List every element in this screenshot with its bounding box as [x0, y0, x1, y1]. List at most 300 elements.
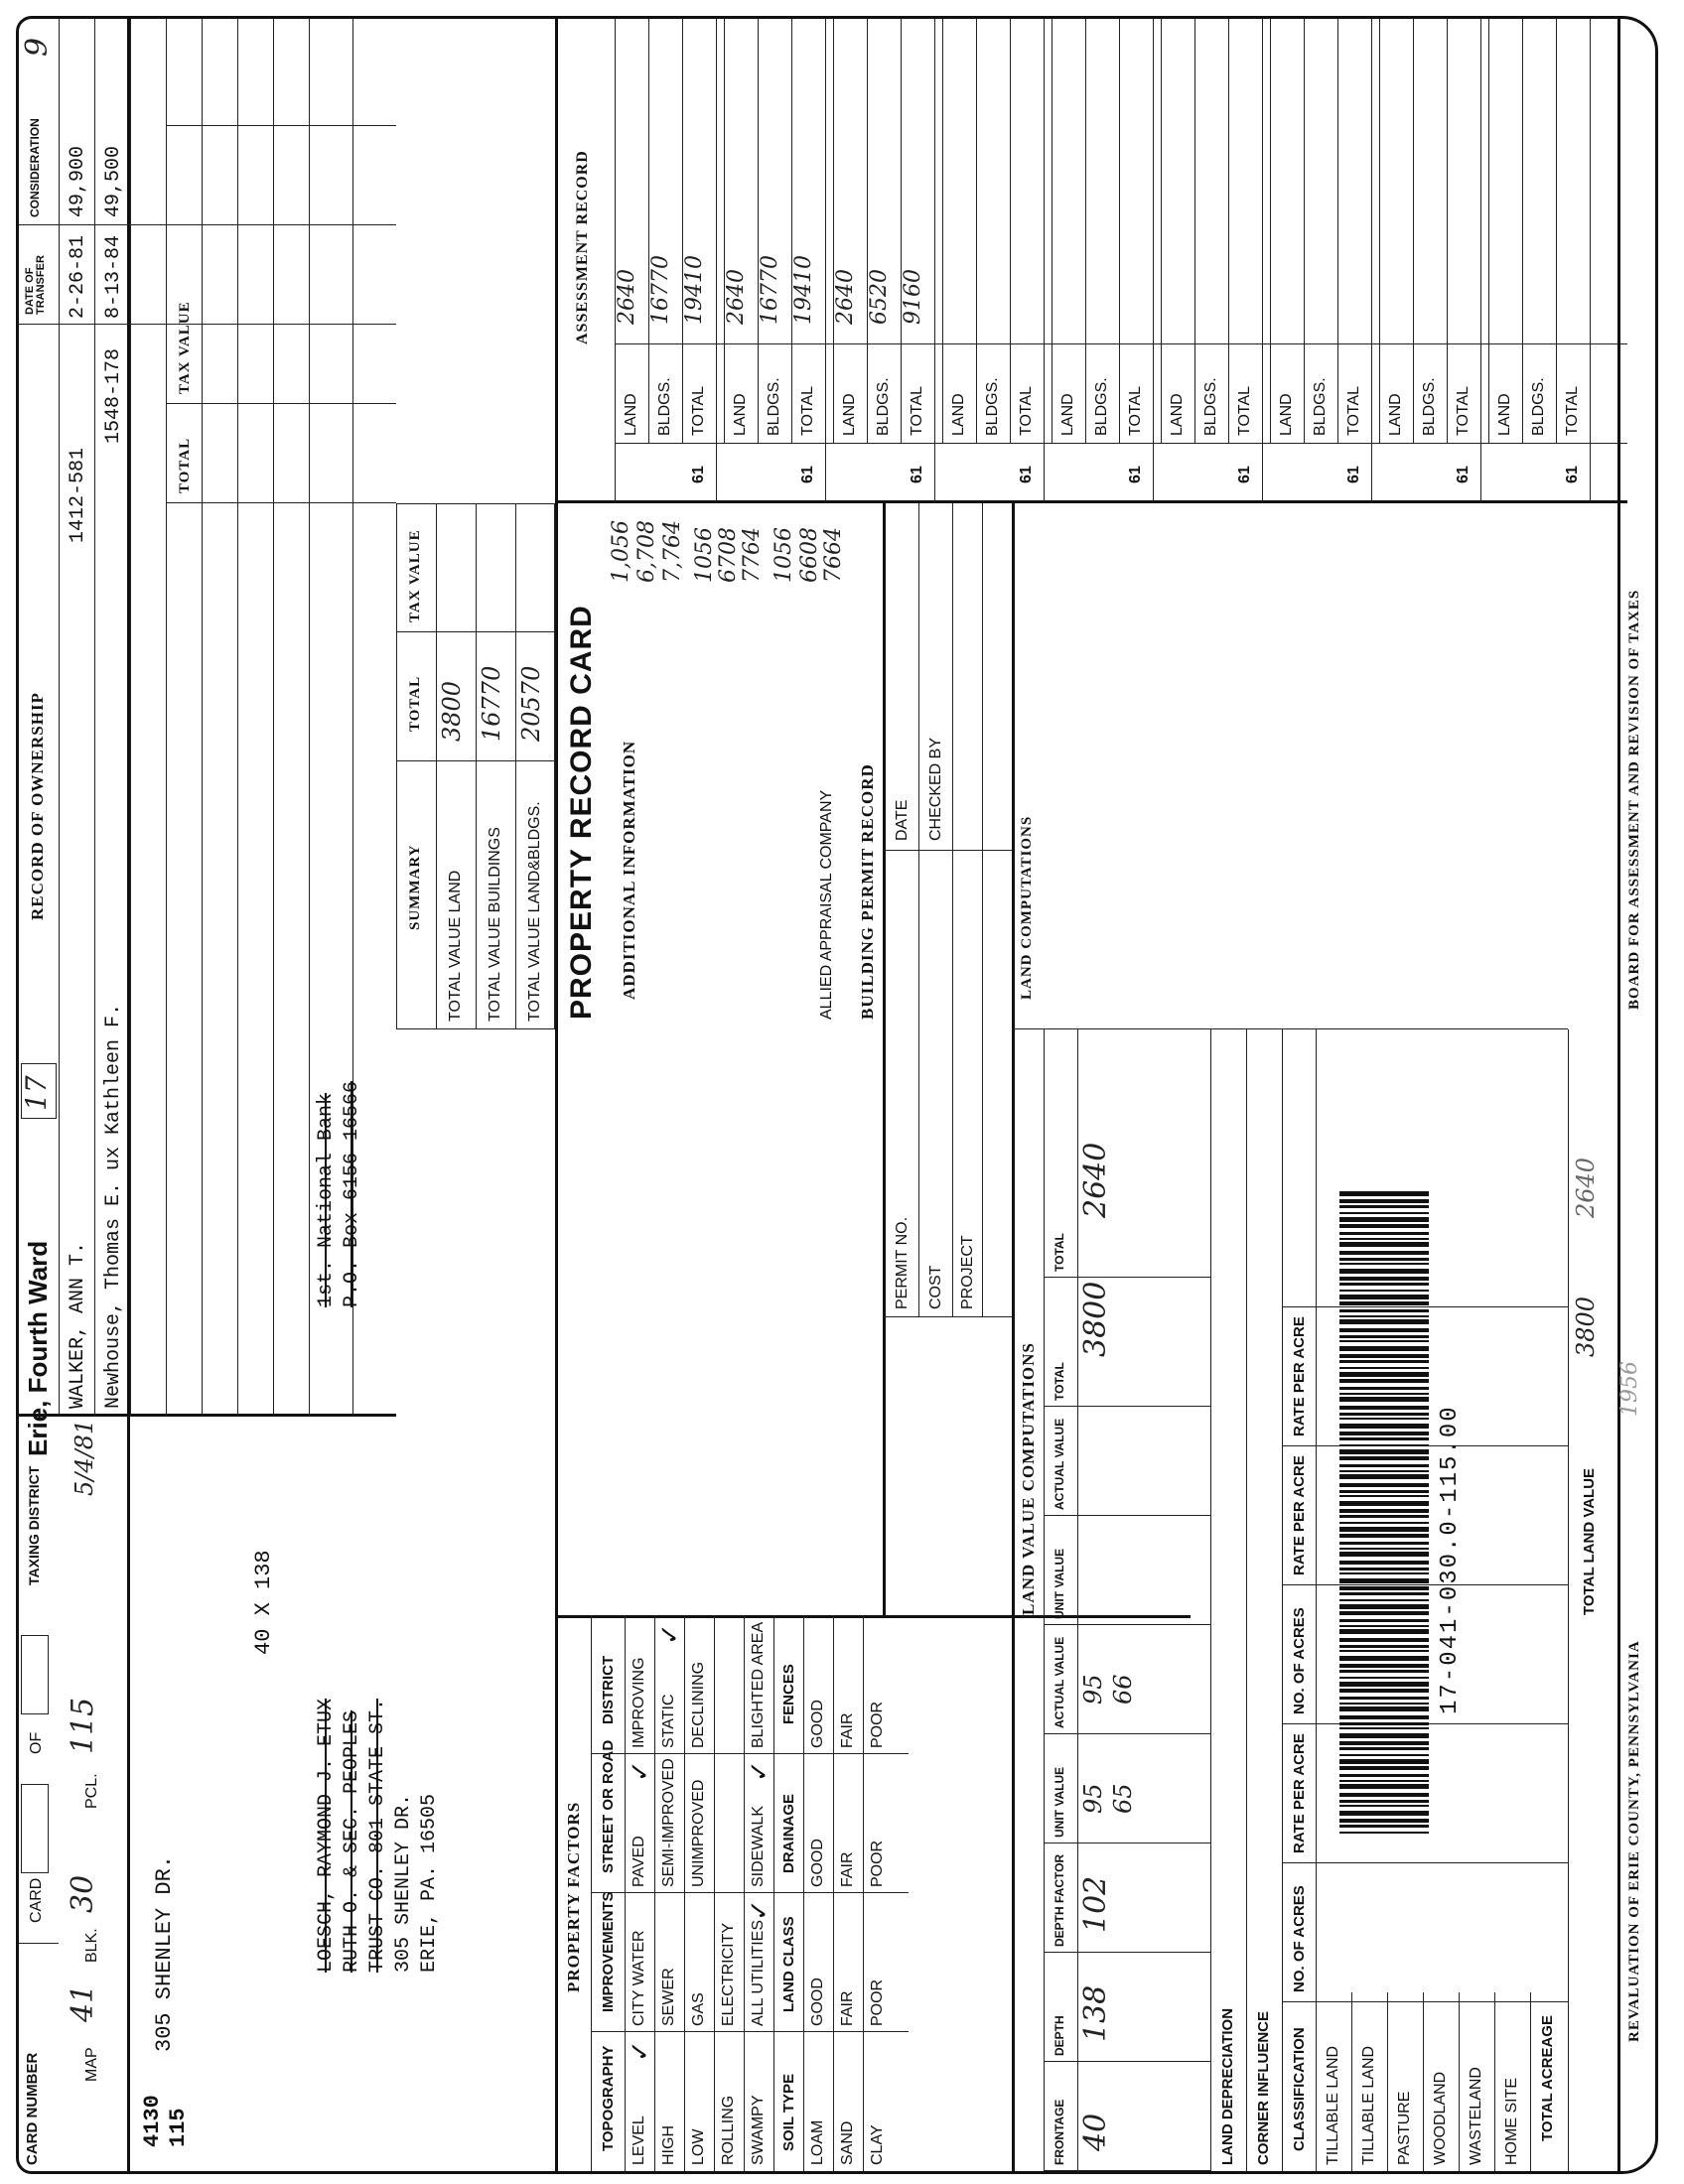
rotated-card-content: [19, 19, 1655, 2171]
lv-actual-value: 95: [1079, 1674, 1107, 1705]
classification-row: TILLABLE LAND: [1325, 2045, 1341, 2165]
check-mark: ✓: [654, 1623, 684, 1645]
land-value-column-header: DEPTH: [1052, 2015, 1066, 2056]
assessment-year: 61: [1564, 466, 1581, 483]
barcode-bar: [1339, 1638, 1429, 1642]
additional-value-5: 6708: [716, 527, 741, 583]
improvements-option[interactable]: CITY WATER: [631, 1930, 647, 2026]
assessment-row-label: BLDGS.: [875, 377, 892, 436]
lv-depth-factor: 102: [1078, 1875, 1113, 1933]
soil-header: SOIL TYPE: [780, 2073, 797, 2151]
lv-total: 3800: [1078, 1281, 1113, 1357]
district-option[interactable]: IMPROVING: [631, 1657, 647, 1748]
acres-header-2: NO. OF ACRES: [1291, 1607, 1308, 1714]
assessment-row-label: LAND: [1059, 393, 1076, 436]
acres-header-1: NO. OF ACRES: [1291, 1885, 1308, 1992]
summary-row-buildings: TOTAL VALUE BUILDINGS: [487, 827, 503, 1022]
barcode-bar: [1339, 1295, 1429, 1299]
permit-cost-label[interactable]: COST: [927, 1265, 944, 1309]
total-land-value: 3800: [1572, 1296, 1600, 1357]
blk-value: 30: [66, 1874, 100, 1913]
barcode-bar: [1339, 1611, 1429, 1615]
improvements-header: IMPROVEMENTS: [600, 1891, 617, 2012]
assessment-row-label: TOTAL: [1345, 385, 1362, 436]
assessment-row-label: BLDGS.: [984, 377, 1001, 436]
barcode-bar: [1339, 1754, 1429, 1756]
owner-name-2: Newhouse, Thomas E. ux Kathleen F.: [102, 1003, 125, 1409]
owner-ref-2: 1548-178: [102, 347, 125, 444]
street-option[interactable]: UNIMPROVED: [690, 1779, 707, 1887]
barcode-bar: [1339, 1238, 1429, 1240]
district-option[interactable]: STATIC: [660, 1694, 677, 1748]
topography-option[interactable]: LEVEL: [631, 2116, 647, 2165]
barcode-bar: [1339, 1747, 1429, 1750]
summary-total-header: TOTAL: [407, 675, 423, 732]
rate-header-3: RATE PER ACRE: [1291, 1316, 1308, 1436]
drainage-option[interactable]: POOR: [869, 1840, 886, 1887]
permit-title: BUILDING PERMIT RECORD: [858, 763, 877, 1020]
barcode-bar: [1339, 1367, 1429, 1369]
factors-title: PROPERTY FACTORS: [564, 1801, 583, 1992]
barcode-bar: [1339, 1568, 1429, 1570]
assessment-row-label: BLDGS.: [1093, 377, 1110, 436]
barcode-bar: [1339, 1418, 1429, 1420]
assessment-row-label: TOTAL: [909, 385, 925, 436]
barcode-bar: [1339, 1328, 1429, 1332]
struck-bank-1: 1st. National Bank: [315, 1092, 338, 1307]
assessment-row-label: LAND: [1496, 393, 1513, 436]
summary-taxvalue2-header: TAX VALUE: [177, 301, 193, 394]
parcel-code-2: 115: [166, 2108, 191, 2147]
land-value-column-header: UNIT VALUE: [1052, 1766, 1066, 1838]
barcode-bar: [1339, 1501, 1429, 1506]
barcode-bar: [1339, 1811, 1429, 1816]
check-mark: ✓: [625, 1760, 654, 1782]
mailing-line-1: 305 SHENLEY DR.: [392, 1793, 415, 1973]
struck-bank-2: P.O. Box 6156 16566: [341, 1080, 363, 1307]
barcode-bar: [1339, 1664, 1429, 1668]
barcode-bar: [1339, 1315, 1429, 1317]
property-record-card: [16, 16, 1658, 2174]
of-label: OF: [28, 1731, 45, 1754]
street-header: STREET OR ROAD: [600, 1739, 617, 1873]
struck-owner-2: RUTH O. & SEC. PEOPLES: [341, 1709, 363, 1973]
classification-row: WOODLAND: [1432, 2071, 1449, 2165]
pcl-label: PCL.: [83, 1773, 100, 1809]
land-value-column-header: UNIT VALUE: [1052, 1548, 1066, 1619]
barcode: [1339, 1178, 1429, 1834]
card-field[interactable]: [21, 1784, 49, 1873]
footer-note: 1956: [1617, 1361, 1642, 1417]
owner-consideration-1: 49,900: [67, 145, 89, 217]
permit-checked-label[interactable]: CHECKED BY: [927, 737, 944, 841]
barcode-bar: [1339, 1741, 1429, 1745]
barcode-bar: [1339, 1387, 1429, 1390]
barcode-bar: [1339, 1733, 1429, 1738]
land_class-header: LAND CLASS: [780, 1916, 797, 2012]
assessment-year: 61: [690, 466, 707, 483]
taxing-district-value: Erie, Fourth Ward: [23, 1240, 53, 1456]
barcode-bar: [1339, 1689, 1429, 1693]
additional-title: ADDITIONAL INFORMATION: [620, 740, 638, 1000]
barcode-bar: [1339, 1825, 1429, 1828]
barcode-bar: [1339, 1424, 1429, 1429]
additional-value-2: 6,708: [634, 520, 659, 583]
barcode-bar: [1339, 1301, 1429, 1305]
classification-header: CLASSIFICATION: [1291, 2027, 1308, 2151]
parcel-dimensions: 40 X 138: [251, 1550, 276, 1655]
lv-unit-value-2: 65: [1109, 1783, 1137, 1814]
land-value-title: LAND VALUE COMPUTATIONS: [1019, 1342, 1038, 1615]
permit-date-label[interactable]: DATE: [894, 799, 911, 841]
barcode-bar: [1339, 1832, 1429, 1834]
additional-value-4: 1056: [692, 527, 717, 583]
total-land-value-2: 2640: [1572, 1157, 1600, 1218]
barcode-bar: [1339, 1269, 1429, 1274]
barcode-bar: [1339, 1534, 1429, 1538]
barcode-bar: [1339, 1413, 1429, 1416]
land-value-column-header: DEPTH FACTOR: [1052, 1853, 1066, 1947]
check-mark: ✓: [744, 1760, 773, 1782]
owner-date-2: 8-13-84: [102, 234, 125, 319]
assessment-year: 61: [1455, 466, 1472, 483]
land_class-option[interactable]: POOR: [869, 1979, 886, 2026]
barcode-bar: [1339, 1335, 1429, 1338]
assessment-row-label: TOTAL: [799, 385, 816, 436]
classification-row: HOME SITE: [1503, 2077, 1520, 2165]
drainage-option[interactable]: FAIR: [839, 1851, 856, 1887]
barcode-bar: [1339, 1474, 1429, 1479]
summary-title: SUMMARY: [407, 844, 423, 930]
assessment-row-label: LAND: [950, 393, 967, 436]
assessment-row-label: LAND: [1387, 393, 1404, 436]
owner-consideration-2: 49,500: [102, 145, 125, 217]
summary-row-land: TOTAL VALUE LAND: [447, 870, 464, 1022]
fences-option[interactable]: POOR: [869, 1701, 886, 1748]
date-header: DATE OF TRANSFER: [24, 255, 47, 315]
barcode-bar: [1339, 1464, 1429, 1467]
barcode-bar: [1339, 1258, 1429, 1261]
summary-tax-value-header: TAX VALUE: [407, 529, 423, 622]
barcode-bar: [1339, 1354, 1429, 1358]
barcode-bar: [1339, 1561, 1429, 1565]
owner-date-1: 2-26-81: [67, 234, 89, 319]
assessment-year: 61: [799, 466, 816, 483]
assessment-row-label: BLDGS.: [766, 377, 782, 436]
assessment-row-label: BLDGS.: [1312, 377, 1329, 436]
barcode-bar: [1339, 1650, 1429, 1652]
barcode-bar: [1339, 1552, 1429, 1557]
barcode-bar: [1339, 1645, 1429, 1648]
lv-depth: 138: [1078, 1984, 1113, 2042]
assessment-value: 2640: [615, 269, 639, 325]
assessment-year: 61: [1345, 466, 1362, 483]
street-option[interactable]: PAVED: [631, 1836, 647, 1887]
barcode-bar: [1339, 1346, 1429, 1351]
barcode-bar: [1339, 1224, 1429, 1228]
district-option[interactable]: DECLINING: [690, 1661, 707, 1748]
additional-value-1: 1,056: [609, 520, 633, 583]
total-land-value-label: TOTAL LAND VALUE: [1581, 1467, 1598, 1615]
assessment-row-label: BLDGS.: [656, 377, 673, 436]
barcode-bar: [1339, 1656, 1429, 1661]
street-option[interactable]: SIDEWALK: [750, 1805, 767, 1887]
barcode-bar: [1339, 1784, 1429, 1789]
land-value-column-header: TOTAL: [1052, 1233, 1066, 1272]
barcode-bar: [1339, 1290, 1429, 1292]
barcode-bar: [1339, 1470, 1429, 1472]
barcode-bar: [1339, 1495, 1429, 1497]
improvements-option[interactable]: ELECTRICITY: [720, 1922, 737, 2026]
soil-option[interactable]: SAND: [839, 2120, 856, 2165]
additional-value-7: 1056: [772, 527, 796, 583]
classification-row: PASTURE: [1396, 2091, 1413, 2165]
corner-influence-label: CORNER INFLUENCE: [1255, 2010, 1272, 2165]
footer-left: REVALUATION OF ERIE COUNTY, PENNSYLVANIA: [1626, 1640, 1642, 2042]
barcode-bar: [1339, 1372, 1429, 1377]
ownership-title: RECORD OF OWNERSHIP: [28, 692, 47, 920]
owner-name-1: WALKER, ANN T.: [67, 1241, 89, 1409]
fences-option[interactable]: GOOD: [809, 1700, 826, 1748]
barcode-bar: [1339, 1432, 1429, 1435]
assessment-value: 2640: [724, 269, 749, 325]
barcode-bar: [1339, 1449, 1429, 1454]
barcode-bar: [1339, 1205, 1429, 1208]
assessment-row-label: TOTAL: [1455, 385, 1472, 436]
barcode-bar: [1339, 1703, 1429, 1705]
card-label: CARD: [28, 1877, 45, 1923]
barcode-bar: [1339, 1677, 1429, 1679]
barcode-bar: [1339, 1586, 1429, 1590]
barcode-bar: [1339, 1277, 1429, 1281]
barcode-bar: [1339, 1819, 1429, 1823]
barcode-bar: [1339, 1319, 1429, 1324]
district-option[interactable]: BLIGHTED AREA: [750, 1621, 767, 1748]
barcode-bar: [1339, 1780, 1429, 1782]
barcode-bar: [1339, 1242, 1429, 1247]
map-value: 41: [66, 1983, 100, 2022]
barcode-bar: [1339, 1406, 1429, 1410]
corner-number: 9: [20, 37, 55, 57]
barcode-bar: [1339, 1592, 1429, 1595]
assessment-row-label: BLDGS.: [1530, 377, 1547, 436]
summary-total-land: 3800: [438, 680, 466, 742]
barcode-bar: [1339, 1393, 1429, 1395]
fences-header: FENCES: [780, 1664, 797, 1724]
drainage-option[interactable]: GOOD: [809, 1839, 826, 1887]
soil-option[interactable]: LOAM: [809, 2119, 826, 2165]
struck-owner-1: LOESCH, RAYMOND J. ETUX: [315, 1698, 338, 1973]
permit-no-label[interactable]: PERMIT NO.: [894, 1216, 911, 1309]
land_class-option[interactable]: FAIR: [839, 1990, 856, 2026]
lv-unit-value: 95: [1079, 1783, 1107, 1814]
assessment-row-label: LAND: [841, 393, 858, 436]
barcode-bar: [1339, 1793, 1429, 1797]
barcode-bar: [1339, 1217, 1429, 1222]
classification-row: WASTELAND: [1468, 2067, 1484, 2165]
barcode-bar: [1339, 1572, 1429, 1574]
assessment-value: 6520: [867, 269, 892, 325]
rate-header-2: RATE PER ACRE: [1291, 1455, 1308, 1575]
assessment-row-label: TOTAL: [690, 385, 707, 436]
assessment-row-label: LAND: [1169, 393, 1186, 436]
improvements-option[interactable]: ALL UTILITIES: [750, 1920, 767, 2026]
assessment-value: 19410: [682, 255, 707, 325]
fences-option[interactable]: FAIR: [839, 1712, 856, 1748]
assessment-year: 61: [909, 466, 925, 483]
barcode-bar: [1339, 1599, 1429, 1601]
summary-row-total: TOTAL VALUE LAND&BLDGS.: [526, 801, 543, 1022]
improvements-option[interactable]: SEWER: [660, 1968, 677, 2026]
barcode-bar: [1339, 1578, 1429, 1583]
barcode-bar: [1339, 1437, 1429, 1440]
barcode-bar: [1339, 1444, 1429, 1446]
parcel-address: 305 SHENLEY DR.: [152, 1854, 177, 2052]
barcode-bar: [1339, 1509, 1429, 1513]
barcode-bar: [1339, 1682, 1429, 1687]
owner-ref-1: 1412-581: [67, 447, 89, 543]
additional-value-3: 7,764: [660, 520, 685, 583]
lv-frontage: 40: [1078, 2113, 1113, 2151]
land-value-column-header: FRONTAGE: [1052, 2099, 1066, 2165]
barcode-bar: [1339, 1625, 1429, 1627]
summary-total-all: 20570: [517, 665, 545, 742]
mailing-line-2: ERIE, PA. 16505: [418, 1793, 441, 1973]
assessment-title: ASSESSMENT RECORD: [574, 150, 591, 344]
lv-total-2: 2640: [1078, 1142, 1113, 1218]
assessment-value: 16770: [648, 255, 673, 325]
barcode-bar: [1339, 1456, 1429, 1460]
land_class-option[interactable]: GOOD: [809, 1978, 826, 2026]
assessment-value: 2640: [833, 269, 858, 325]
land-depreciation-label: LAND DEPRECIATION: [1219, 2007, 1236, 2165]
assessment-row-label: LAND: [1278, 393, 1295, 436]
taxing-district-label: TAXING DISTRICT: [26, 1465, 42, 1585]
map-label: MAP: [83, 2047, 100, 2082]
pcl-value: 115: [66, 1697, 100, 1754]
street-option[interactable]: SEMI-IMPROVED: [660, 1758, 677, 1887]
assessment-row-label: BLDGS.: [1202, 377, 1219, 436]
check-mark: ✓: [744, 1899, 773, 1921]
assessment-row-label: LAND: [623, 393, 639, 436]
barcode-bar: [1339, 1263, 1429, 1265]
barcode-text: 17-041-030.0-115.00: [1437, 1405, 1464, 1714]
land-value-column-header: ACTUAL VALUE: [1052, 1418, 1066, 1510]
district-header: DISTRICT: [600, 1655, 617, 1724]
additional-value-6: 7764: [740, 527, 765, 583]
additional-value-8: 6608: [797, 527, 822, 583]
assessment-row-label: LAND: [732, 393, 749, 436]
topography-header: TOPOGRAPHY: [600, 2045, 617, 2151]
permit-project-label[interactable]: PROJECT: [959, 1235, 976, 1309]
drainage-header: DRAINAGE: [780, 1793, 797, 1873]
box-number: 17: [20, 1075, 53, 1111]
assessment-row-label: TOTAL: [1018, 385, 1035, 436]
additional-value-9: 7664: [821, 527, 846, 583]
assessment-row-label: TOTAL: [1236, 385, 1253, 436]
consideration-header: CONSIDERATION: [28, 118, 42, 217]
assessment-year: 61: [1127, 466, 1144, 483]
topography-option[interactable]: LOW: [690, 2128, 707, 2165]
land-value-column-header: TOTAL: [1052, 1362, 1066, 1401]
barcode-bar: [1339, 1212, 1429, 1214]
barcode-bar: [1339, 1759, 1429, 1764]
barcode-bar: [1339, 1727, 1429, 1729]
barcode-bar: [1339, 1619, 1429, 1622]
blk-label: BLK.: [83, 1928, 100, 1963]
barcode-bar: [1339, 1629, 1429, 1634]
assessment-value: 19410: [791, 255, 816, 325]
barcode-bar: [1339, 1483, 1429, 1487]
barcode-bar: [1339, 1542, 1429, 1545]
summary-total-buildings: 16770: [478, 665, 505, 742]
barcode-bar: [1339, 1604, 1429, 1609]
barcode-bar: [1339, 1800, 1429, 1803]
barcode-bar: [1339, 1548, 1429, 1550]
barcode-bar: [1339, 1670, 1429, 1673]
classification-row: TILLABLE LAND: [1360, 2045, 1377, 2165]
improvements-option[interactable]: GAS: [690, 1992, 707, 2026]
assessment-row-label: TOTAL: [1127, 385, 1144, 436]
barcode-bar: [1339, 1515, 1429, 1518]
card-number-label: CARD NUMBER: [24, 2052, 41, 2165]
barcode-bar: [1339, 1251, 1429, 1255]
barcode-bar: [1339, 1191, 1429, 1196]
assessment-row-label: BLDGS.: [1421, 377, 1438, 436]
barcode-bar: [1339, 1774, 1429, 1777]
topography-option[interactable]: ROLLING: [720, 2095, 737, 2165]
barcode-bar: [1339, 1490, 1429, 1493]
topography-option[interactable]: SWAMPY: [750, 2095, 767, 2165]
barcode-bar: [1339, 1360, 1429, 1363]
struck-owner-3: TRUST CO. 801 STATE ST.: [366, 1698, 389, 1973]
barcode-bar: [1339, 1340, 1429, 1342]
barcode-bar: [1339, 1199, 1429, 1203]
assessment-value: 9160: [901, 269, 925, 325]
barcode-bar: [1339, 1522, 1429, 1524]
barcode-bar: [1339, 1283, 1429, 1286]
rate-header-1: RATE PER ACRE: [1291, 1733, 1308, 1853]
ownership-section: [19, 19, 396, 1417]
footer-right: BOARD FOR ASSESSMENT AND REVISION OF TAXES: [1626, 589, 1642, 1010]
appraisal-company: ALLIED APPRAISAL COMPANY: [818, 789, 835, 1020]
of-field[interactable]: [21, 1635, 49, 1714]
barcode-bar: [1339, 1706, 1429, 1711]
soil-option[interactable]: CLAY: [869, 2124, 886, 2165]
barcode-bar: [1339, 1715, 1429, 1719]
card-title: PROPERTY RECORD CARD: [565, 605, 598, 1020]
barcode-bar: [1339, 1697, 1429, 1700]
barcode-bar: [1339, 1232, 1429, 1235]
parcel-code-1: 4130: [140, 2095, 165, 2147]
total-acreage-label: TOTAL ACREAGE: [1539, 2015, 1556, 2141]
barcode-bar: [1339, 1527, 1429, 1532]
assessment-year: 61: [1018, 466, 1035, 483]
barcode-bar: [1339, 1397, 1429, 1402]
check-mark: ✓: [625, 2040, 654, 2062]
assessment-value: 16770: [758, 255, 782, 325]
barcode-bar: [1339, 1722, 1429, 1725]
barcode-bar: [1339, 1805, 1429, 1807]
barcode-bar: [1339, 1766, 1429, 1770]
assessment-row-label: TOTAL: [1564, 385, 1581, 436]
date-stamp: 5/4/81: [70, 1419, 98, 1496]
land-comp-title: LAND COMPUTATIONS: [1019, 815, 1035, 1000]
lv-actual-value-2: 66: [1109, 1674, 1137, 1705]
summary-total2-header: TOTAL: [177, 437, 193, 493]
topography-option[interactable]: HIGH: [660, 2125, 677, 2165]
land-value-column-header: ACTUAL VALUE: [1052, 1636, 1066, 1728]
